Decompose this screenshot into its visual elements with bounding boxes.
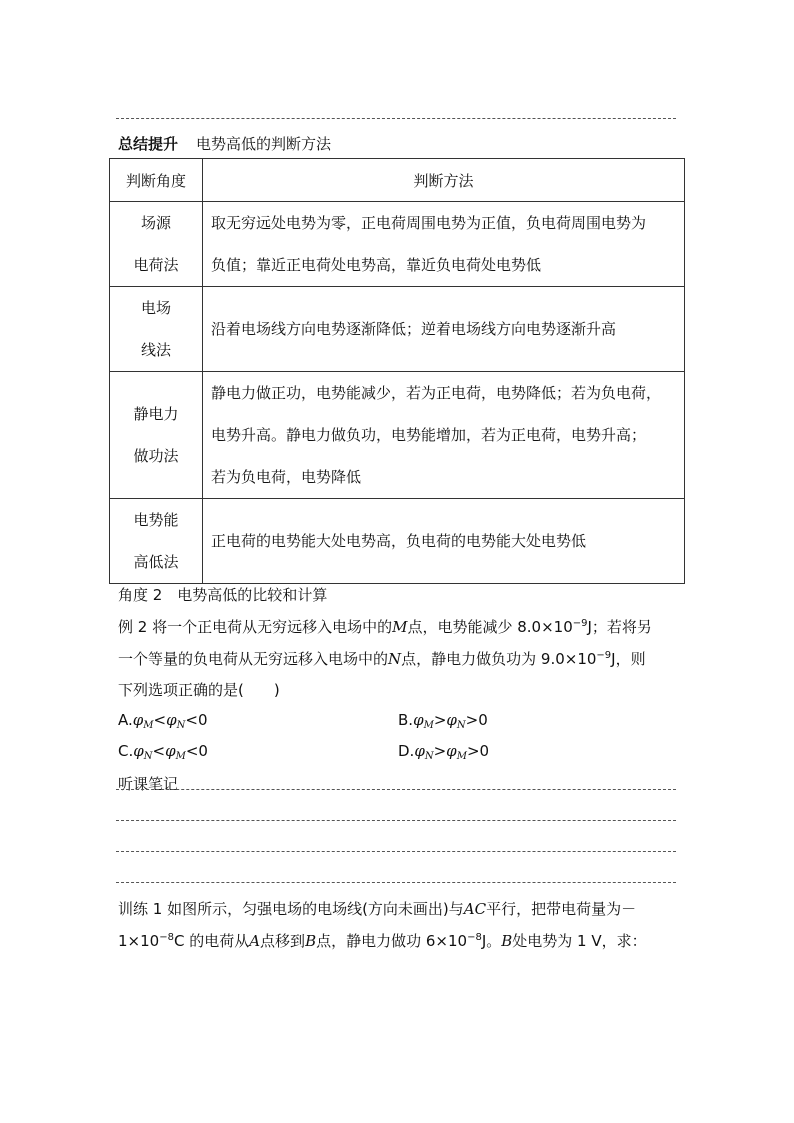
judgment-methods-table — [109, 158, 685, 584]
example-line-2: 一个等量的负电荷从无穷远移入电场中的N点，静电力做负功为 $9.0\times 10^{-9}J$，则 — [118, 650, 646, 668]
training-label: 训练 1 — [118, 900, 163, 918]
note-line — [116, 789, 676, 790]
method-cell: 静电力做正功，电势能减少，若为正电荷，电势降低；若为负电荷， 电势升高。静电力做负功，电势能增加，若为正电荷，电势升高； 若为负电荷，电势降低 — [203, 372, 685, 499]
table-row — [110, 499, 685, 584]
training-line-2: $1\times 10^{-8}C$ 的电荷从A点移到B点，静电力做功 $6\times 10^{-8}J$。B处电势为 1 V，求： — [118, 932, 647, 950]
method-cell: 取无穷远处电势为零，正电荷周围电势为正值，负电荷周围电势为 负值；靠近正电荷处电势高，靠近负电荷处电势低 — [203, 202, 685, 287]
table-row — [110, 372, 685, 499]
training-line-1: 训练 1 如图所示，匀强电场的电场线(方向未画出)与AC平行，把带电荷量为－ — [118, 900, 637, 918]
table-header-row — [110, 159, 685, 202]
angle2-heading: 角度 2 电势高低的比较和计算 — [118, 586, 328, 604]
note-line — [116, 820, 676, 821]
summary-label: 总结提升 — [118, 135, 179, 153]
example-line-3: 下列选项正确的是( ) — [118, 681, 280, 699]
method-cell: 正电荷的电势能大处电势高，负电荷的电势能大处电势低 — [203, 499, 685, 584]
header-angle: 判断角度 — [110, 159, 203, 202]
angle-cell: 电势能 高低法 — [110, 499, 203, 584]
table-row — [110, 202, 685, 287]
notes-label: 听课笔记 — [118, 775, 179, 793]
header-method: 判断方法 — [203, 159, 685, 202]
angle-cell: 场源 电荷法 — [110, 202, 203, 287]
option-c: $C.\varphi_N<\varphi_M<0$ — [118, 742, 208, 762]
example-label: 例 2 — [118, 618, 148, 636]
top-divider — [116, 118, 676, 119]
angle-cell: 电场 线法 — [110, 287, 203, 372]
angle-cell: 静电力 做功法 — [110, 372, 203, 499]
example-line-1: 例 2 将一个正电荷从无穷远移入电场中的M点，电势能减少 $8.0\times 10^{-9}J$；若将另 — [118, 618, 652, 636]
note-line — [116, 851, 676, 852]
option-b: $B.\varphi_M>\varphi_N>0$ — [398, 711, 488, 731]
summary-heading — [118, 133, 331, 154]
summary-title: 电势高低的判断方法 — [196, 135, 332, 153]
table-row — [110, 287, 685, 372]
option-a: $A.\varphi_M<\varphi_N<0$ — [118, 711, 208, 731]
note-line — [116, 882, 676, 883]
option-d: $D.\varphi_N>\varphi_M>0$ — [398, 742, 490, 762]
method-cell: 沿着电场线方向电势逐渐降低；逆着电场线方向电势逐渐升高 — [203, 287, 685, 372]
